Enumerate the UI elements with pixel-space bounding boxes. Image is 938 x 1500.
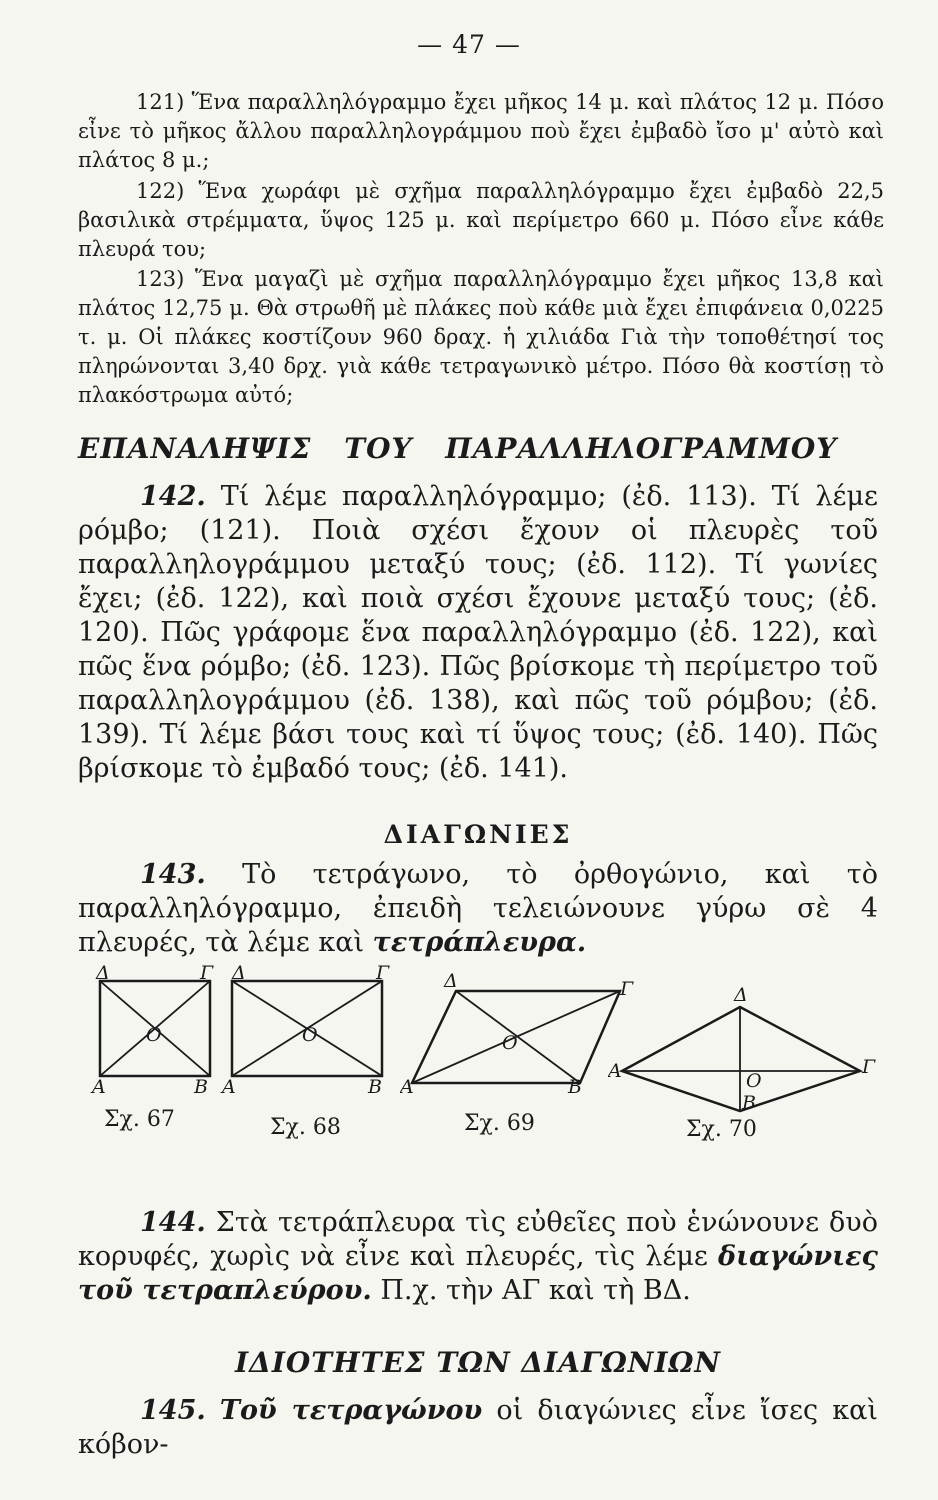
vertex-label: Α: [608, 1060, 622, 1082]
rhombus-outline: [622, 1007, 860, 1111]
figures-row: [78, 965, 878, 1142]
figure-caption: Σχ. 67: [104, 1107, 175, 1132]
center-label: Ο: [502, 1032, 518, 1054]
problem-123: 123) Ἕνα μαγαζὶ μὲ σχῆμα παραλληλόγραμμο ἔχει μῆκος 13,8 καὶ πλάτος 12,75 μ. Θὰ στρωθῆ μὲ πλάκες ποὺ κάθε μιὰ ἔχει ἐπιφάνεια 0,0225 τ. μ. Οἱ πλάκες κοστίζουν 960 δραχ. ἡ χιλιάδα Γιὰ τὴν τοποθέτησί τος πληρώνονται 3,40 δρχ. γιὰ κάθε τετραγωνικὸ μέτρο. Πόσο θὰ κοστίσῃ τὸ πλακόστρωμα αὐτό;: [78, 267, 884, 407]
vertex-label: Γ: [620, 978, 634, 1000]
section-142: [78, 480, 878, 786]
center-label: Ο: [146, 1024, 162, 1046]
section-tail: Π.χ. τὴν ΑΓ καὶ τὴ ΒΔ.: [380, 1275, 691, 1306]
vertex-label: Α: [92, 1076, 106, 1095]
section-number: 144.: [140, 1207, 206, 1238]
vertex-label: Δ: [232, 965, 246, 984]
vertex-label: Β: [194, 1076, 208, 1095]
figure-rhombus: [608, 983, 883, 1113]
term-diagonals: διαγώνιες τοῦ τετραπλεύρου.: [78, 1241, 878, 1306]
term-quadrilaterals: τετράπλευρα.: [372, 927, 587, 958]
center-label: Ο: [302, 1024, 318, 1046]
section-143: [78, 858, 878, 960]
problem-121: 121) Ἕνα παραλληλόγραμμο ἔχει μῆκος 14 μ. καὶ πλάτος 12 μ. Πόσο εἶνε τὸ μῆκος ἄλλου παραλληλογράμμου ποὺ ἔχει ἐμβαδὸ ἴσο μ' αὐτὸ καὶ πλάτος 8 μ.;: [78, 90, 884, 172]
vertex-label: Δ: [444, 970, 458, 992]
figure-caption: Σχ. 68: [270, 1115, 341, 1140]
term-square: Τοῦ τετραγώνου: [219, 1395, 483, 1426]
heading-review: ΕΠΑΝΑΛΗΨΙΣ ΤΟΥ ΠΑΡΑΛΛΗΛΟΓΡΑΜΜΟΥ: [78, 432, 838, 465]
figure-caption: Σχ. 70: [686, 1117, 757, 1142]
problem-122: 122) Ἕνα χωράφι μὲ σχῆμα παραλληλόγραμμο ἔχει ἐμβαδὸ 22,5 βασιλικὰ στρέμματα, ὕψος 125 μ. καὶ περίμετρο 660 μ. Πόσο εἶνε κάθε πλευρά του;: [78, 179, 884, 261]
heading-diagonals: ΔΙΑΓΩΝΙΕΣ: [383, 820, 573, 849]
section-text: Τὸ τετράγωνο, τὸ ὀρθογώνιο, καὶ τὸ παραλληλόγραμμο, ἐπειδὴ τελειώνουνε γύρω σὲ 4 πλευρές, τὰ λέμε καὶ: [78, 859, 878, 958]
section-number: 142.: [140, 481, 206, 512]
figure-rectangle: [218, 965, 393, 1095]
vertex-label: Α: [400, 1076, 414, 1095]
section-text: οἱ διαγώνιες εἶνε ἴσες καὶ κόβον-: [78, 1395, 878, 1460]
vertex-label: Δ: [96, 965, 110, 984]
vertex-label: Γ: [862, 1056, 876, 1078]
section-144: [78, 1206, 878, 1308]
section-number: 145.: [140, 1395, 206, 1426]
heading-properties: ΙΔΙΟΤΗΤΕΣ ΤΩΝ ΔΙΑΓΩΝΙΩΝ: [235, 1346, 721, 1379]
vertex-label: Γ: [200, 965, 214, 984]
vertex-label: Β: [368, 1076, 382, 1095]
section-text: Στὰ τετράπλευρα τὶς εὐθεῖες ποὺ ἑνώνουνε δυὸ κορυφές, χωρὶς νὰ εἶνε καὶ πλευρές, τὶς λέμε: [78, 1207, 878, 1272]
vertex-label: Β: [568, 1076, 582, 1095]
vertex-label: Α: [222, 1076, 236, 1095]
section-text: Τί λέμε παραλληλόγραμμο; (ἐδ. 113). Τί λέμε ρόμβο; (121). Ποιὰ σχέσι ἔχουν οἱ πλευρὲς τοῦ παραλληλογράμμου μεταξύ τους; (ἐδ. 112). Τί γωνίες ἔχει; (ἐδ. 122), καὶ ποιὰ σχέσι ἔχουνε μεταξύ τους; (ἐδ. 120). Πῶς γράφομε ἕνα παραλληλόγραμμο (ἐδ. 122), καὶ πῶς ἕνα ρόμβο; (ἐδ. 123). Πῶς βρίσκομε τὴ περίμετρο τοῦ παραλληλογράμμου (ἐδ. 138), καὶ πῶς τοῦ ρόμβου; (ἐδ. 139). Τί λέμε βάσι τους καὶ τί ὕψος τους; (ἐδ. 140). Πῶς βρίσκομε τὸ ἐμβαδό τους; (ἐδ. 141).: [78, 481, 878, 784]
section-145: [78, 1394, 878, 1462]
figure-square: [78, 965, 223, 1095]
vertex-label: Γ: [376, 965, 390, 984]
page-number: — 47 —: [417, 30, 521, 59]
section-number: 143.: [140, 859, 206, 890]
vertex-label: Β: [742, 1092, 756, 1113]
figure-parallelogram: [400, 965, 640, 1095]
figure-caption: Σχ. 69: [464, 1111, 535, 1136]
vertex-label: Δ: [734, 984, 748, 1006]
center-label: Ο: [746, 1070, 762, 1092]
